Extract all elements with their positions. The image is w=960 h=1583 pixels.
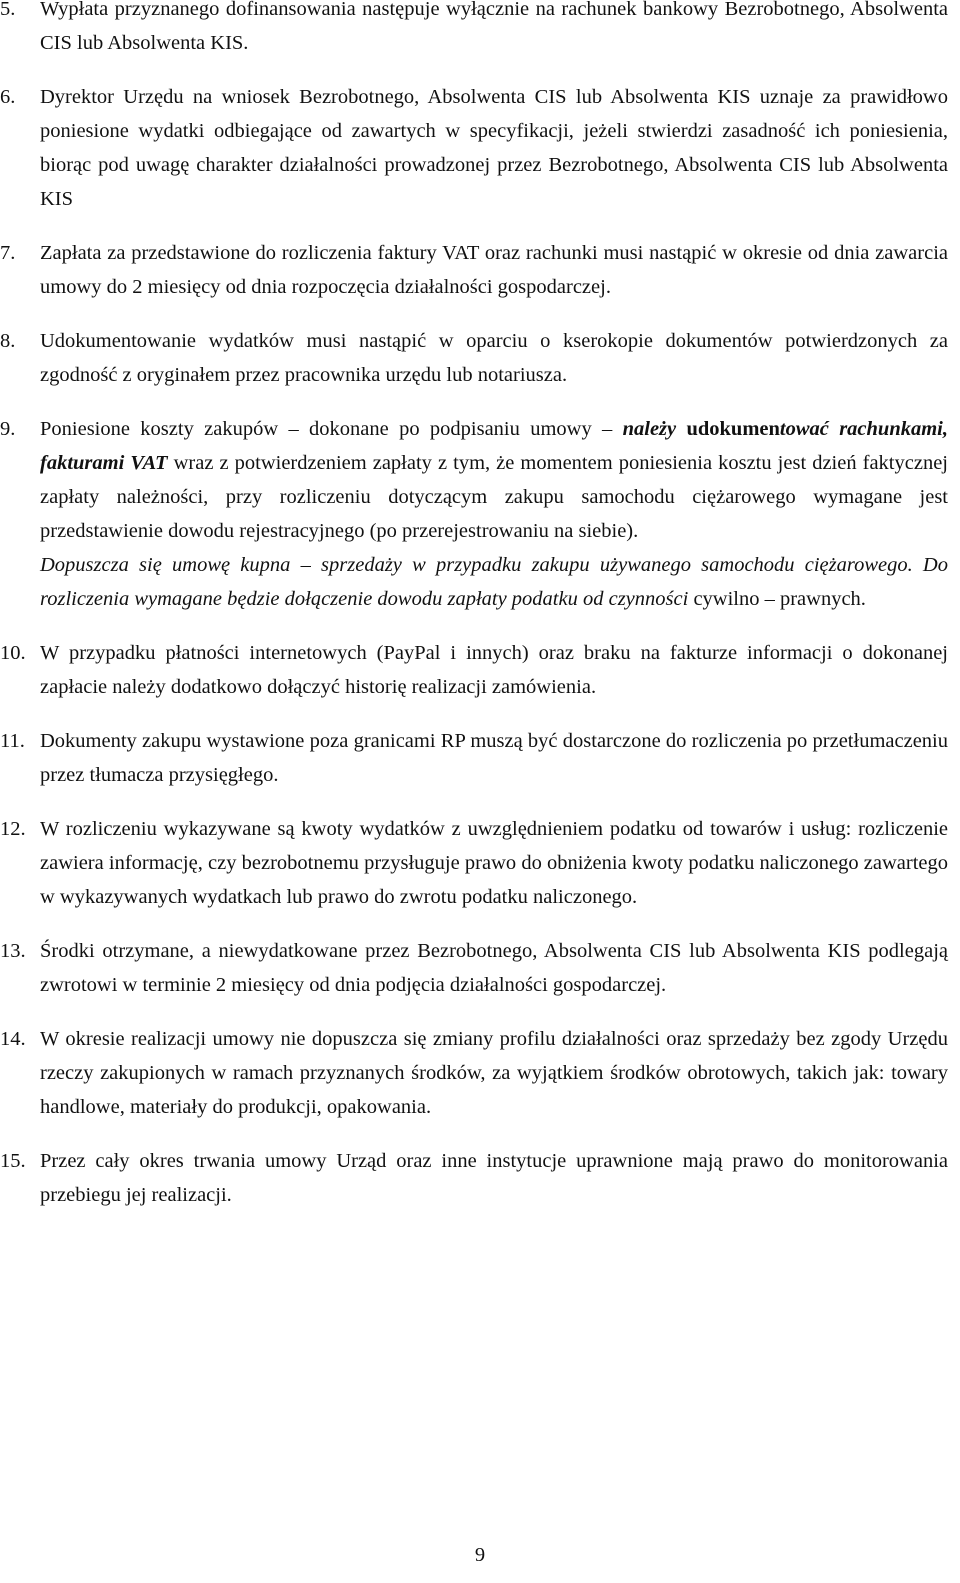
page-number: 9 (474, 1544, 486, 1566)
item-text: Przez cały okres trwania umowy Urząd oraz inne instytucje uprawnione mają prawo do monitorowania przebiegu jej realizacji. (40, 1150, 948, 1206)
item-text-emphasis: udokumen (686, 418, 780, 440)
item-text: W okresie realizacji umowy nie dopuszcza się zmiany profilu działalności oraz sprzedaży bez zgody Urzędu rzeczy zakupionych w ramach przyznanych środków, za wyjątkiem środków obrotowych, takich jak: towary handlowe, materiały do produkcji, opakowania. (40, 1028, 948, 1118)
item-number: 12. (0, 818, 26, 840)
list-item-13 (0, 934, 960, 1002)
item-text: Udokumentowanie wydatków musi nastąpić w oparciu o kserokopie dokumentów potwierdzonych za zgodność z oryginałem przez pracownika urzędu lub notariusza. (40, 330, 948, 386)
item-number: 15. (0, 1150, 26, 1172)
item-text-note (40, 548, 948, 616)
item-number: 11. (0, 730, 25, 752)
list-item-11 (0, 724, 960, 792)
list-item-7 (0, 236, 960, 304)
item-number: 7. (0, 242, 16, 264)
item-number: 5. (0, 0, 16, 20)
item-number: 6. (0, 86, 16, 108)
item-text: Zapłata za przedstawione do rozliczenia faktury VAT oraz rachunki musi nastąpić w okresie od dnia zawarcia umowy do 2 miesięcy od dnia rozpoczęcia działalności gospodarczej. (40, 242, 948, 298)
list-item-5 (0, 0, 960, 60)
item-text-part: Poniesione koszty zakupów – dokonane po podpisaniu umowy – (40, 418, 613, 440)
item-text: Dokumenty zakupu wystawione poza granicami RP muszą być dostarczone do rozliczenia po przetłumaczeniu przez tłumacza przysięgłego. (40, 730, 948, 786)
item-number: 14. (0, 1028, 26, 1050)
item-text-emphasis: należy (622, 418, 677, 440)
list-item-6 (0, 80, 960, 216)
item-text: Wypłata przyznanego dofinansowania następuje wyłącznie na rachunek bankowy Bezrobotnego, Absolwenta CIS lub Absolwenta KIS. (40, 0, 948, 54)
list-item-9 (0, 412, 960, 616)
list-item-10 (0, 636, 960, 704)
item-text: Środki otrzymane, a niewydatkowane przez Bezrobotnego, Absolwenta CIS lub Absolwenta KIS podlegają zwrotowi w terminie 2 miesięcy od dnia podjęcia działalności gospodarczej. (40, 940, 948, 996)
item-text: Dyrektor Urzędu na wniosek Bezrobotnego, Absolwenta CIS lub Absolwenta KIS uznaje za prawidłowo poniesione wydatki odbiegające od zawartych w specyfikacji, jeżeli stwierdzi zasadność ich poniesienia, biorąc pod uwagę charakter działalności prowadzonej przez Bezrobotnego, Absolwenta CIS lub Absolwenta KIS (40, 86, 948, 210)
item-text-emphasis: tować rachunkami, fakturami VAT (40, 418, 948, 474)
item-number: 10. (0, 642, 26, 664)
list-item-14 (0, 1022, 960, 1124)
item-number: 8. (0, 330, 16, 352)
list-item-8 (0, 324, 960, 392)
item-text: W przypadku płatności internetowych (PayPal i innych) oraz braku na fakturze informacji o dokonanej zapłacie należy dodatkowo dołączyć historię realizacji zamówienia. (40, 642, 948, 698)
list-item-12 (0, 812, 960, 914)
item-text-part: cywilno – prawnych. (693, 588, 866, 610)
item-text: W rozliczeniu wykazywane są kwoty wydatków z uwzględnieniem podatku od towarów i usług: rozliczenie zawiera informację, czy bezrobotnemu przysługuje prawo do obniżenia kwoty podatku naliczonego zawartego w wykazywanych wydatkach lub prawo do zwrotu podatku naliczonego. (40, 818, 948, 908)
item-text-italic: Dopuszcza się umowę kupna – sprzedaży w przypadku zakupu używanego samochodu ciężarowego. Do rozliczenia wymagane będzie dołączenie dowodu zapłaty podatku od czynności (40, 554, 948, 610)
item-number: 13. (0, 940, 26, 962)
item-text-part: wraz z potwierdzeniem zapłaty z tym, że momentem poniesienia kosztu jest dzień faktycznej zapłaty należności, przy rozliczeniu dotyczącym zakupu samochodu ciężarowego wymagane jest przedstawienie dowodu rejestracyjnego (po przerejestrowaniu na siebie). (40, 452, 948, 542)
item-number: 9. (0, 418, 16, 440)
list-item-15 (0, 1144, 960, 1212)
